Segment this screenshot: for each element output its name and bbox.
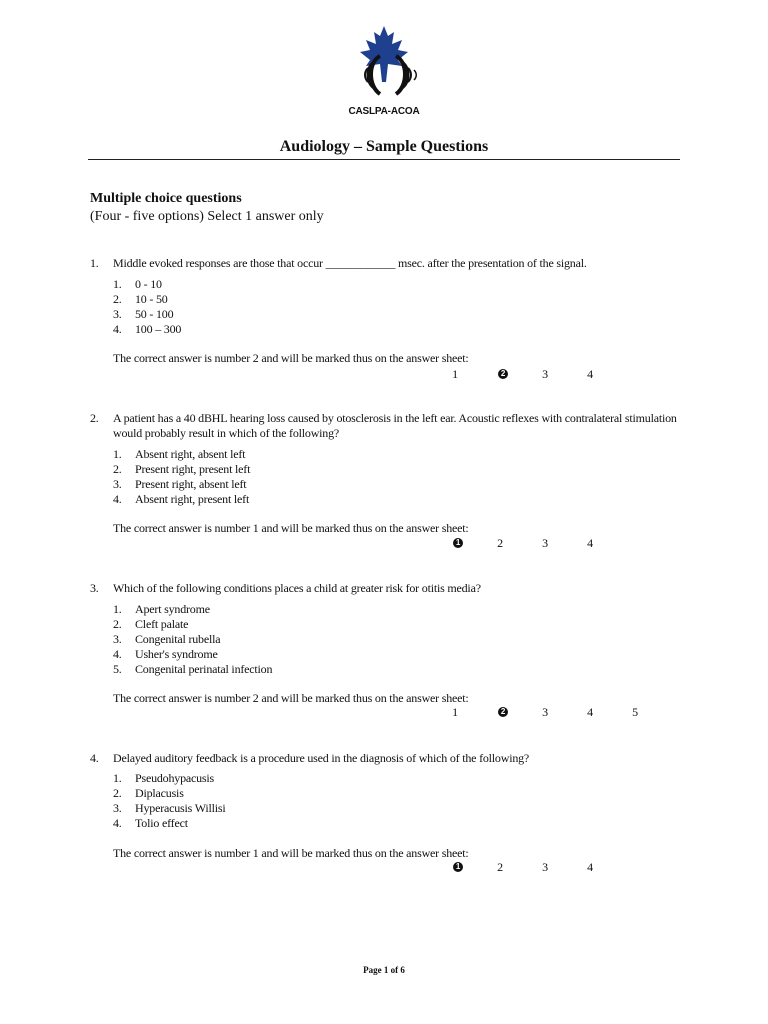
option-text: Congenital rubella — [135, 632, 221, 646]
answer-choice: 3 — [542, 367, 548, 381]
option-number: 1. — [113, 602, 122, 616]
question-text: Delayed auditory feedback is a procedure used in the diagnosis of which of the following? — [113, 751, 530, 765]
answer-sheet-row — [0, 367, 768, 383]
option-number: 2. — [113, 786, 122, 800]
option-number: 1. — [113, 447, 122, 461]
option-number: 1. — [113, 771, 122, 785]
marked-answer-choice: 2 — [498, 369, 508, 379]
option-text: 100 – 300 — [135, 322, 182, 336]
answer-note: The correct answer is number 2 and will be marked thus on the answer sheet: — [113, 351, 469, 365]
option-number: 1. — [113, 277, 122, 291]
option-number: 2. — [113, 617, 122, 631]
option-text: Apert syndrome — [135, 602, 210, 616]
option-number: 4. — [113, 492, 122, 506]
option-number: 4. — [113, 647, 122, 661]
caslpa-logo — [340, 22, 428, 122]
option-number: 4. — [113, 322, 122, 336]
answer-sheet-row — [0, 536, 768, 552]
option-text: 0 - 10 — [135, 277, 162, 291]
marked-answer-choice: 2 — [498, 707, 508, 717]
answer-choice: 4 — [587, 860, 593, 874]
option-number: 2. — [113, 462, 122, 476]
answer-choice: 3 — [542, 860, 548, 874]
logo-text: CASLPA-ACOA — [348, 106, 420, 117]
option-number: 3. — [113, 801, 122, 815]
option-text: Present right, present left — [135, 462, 251, 476]
marked-answer-choice: 1 — [453, 538, 463, 548]
question-number: 4. — [90, 751, 99, 765]
maple-leaf-sound-waves-icon — [340, 22, 428, 106]
option-number: 2. — [113, 292, 122, 306]
answer-choice: 4 — [587, 705, 593, 719]
option-number: 3. — [113, 307, 122, 321]
answer-choice: 1 — [452, 705, 458, 719]
option-text: 10 - 50 — [135, 292, 168, 306]
answer-sheet-row — [0, 860, 768, 876]
answer-choice: 5 — [632, 705, 638, 719]
question-text: Middle evoked responses are those that occur ____________ msec. after the presentation of the signal. — [113, 256, 587, 270]
answer-note: The correct answer is number 1 and will be marked thus on the answer sheet: — [113, 521, 469, 535]
option-text: Diplacusis — [135, 786, 184, 800]
answer-choice: 1 — [452, 367, 458, 381]
question-text: A patient has a 40 dBHL hearing loss caused by otosclerosis in the left ear. Acoustic reflexes with contralateral stimulation would probably result in which of the following? — [113, 411, 677, 440]
section-subtitle: (Four - five options) Select 1 answer only — [90, 209, 324, 224]
option-text: Cleft palate — [135, 617, 189, 631]
option-text: Absent right, present left — [135, 492, 250, 506]
answer-choice: 3 — [542, 536, 548, 550]
option-number: 3. — [113, 477, 122, 491]
question-number: 1. — [90, 256, 99, 270]
answer-choice: 2 — [497, 536, 503, 550]
page-title: Audiology – Sample Questions — [279, 138, 489, 155]
answer-choice: 2 — [497, 860, 503, 874]
option-number: 5. — [113, 662, 122, 676]
answer-choice: 3 — [542, 705, 548, 719]
answer-note: The correct answer is number 1 and will be marked thus on the answer sheet: — [113, 846, 469, 860]
answer-sheet-row — [0, 705, 768, 721]
page-number: Page 1 of 6 — [363, 965, 405, 975]
answer-choice: 4 — [587, 367, 593, 381]
option-text: Absent right, absent left — [135, 447, 246, 461]
section-title: Multiple choice questions — [90, 191, 242, 206]
option-text: Present right, absent left — [135, 477, 247, 491]
title-divider — [88, 159, 680, 160]
option-text: Tolio effect — [135, 816, 188, 830]
marked-answer-choice: 1 — [453, 862, 463, 872]
option-text: Hyperacusis Willisi — [135, 801, 226, 815]
option-number: 4. — [113, 816, 122, 830]
option-number: 3. — [113, 632, 122, 646]
answer-note: The correct answer is number 2 and will be marked thus on the answer sheet: — [113, 691, 469, 705]
option-text: Usher's syndrome — [135, 647, 218, 661]
question-number: 3. — [90, 581, 99, 595]
question-text: Which of the following conditions places a child at greater risk for otitis media? — [113, 581, 481, 595]
option-text: Pseudohypacusis — [135, 771, 214, 785]
answer-choice: 4 — [587, 536, 593, 550]
option-text: Congenital perinatal infection — [135, 662, 273, 676]
option-text: 50 - 100 — [135, 307, 174, 321]
question-number: 2. — [90, 411, 99, 425]
